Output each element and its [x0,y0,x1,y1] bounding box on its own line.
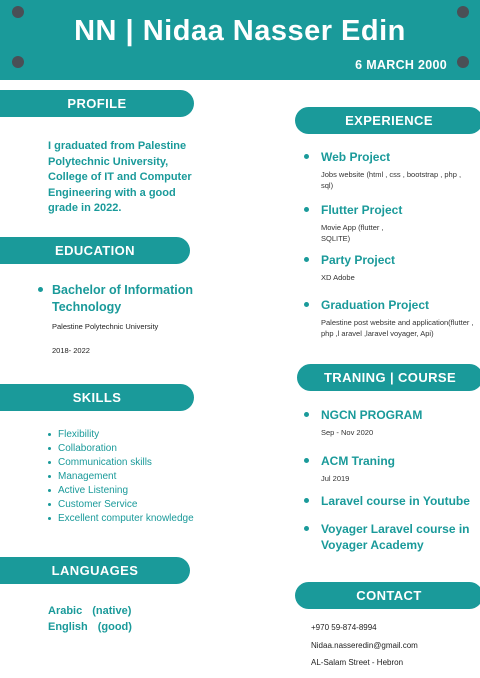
address: AL-Salam Street - Hebron [311,658,404,667]
bullet-icon [38,287,43,292]
birth-date: 6 MARCH 2000 [355,58,447,72]
language-level: (native) [92,605,132,617]
skill-item: Flexibility [48,428,218,442]
profile-heading: PROFILE [0,90,194,117]
bullet-icon [304,498,309,503]
skill-item: Excellent computer knowledge [48,512,218,526]
degree-label: Bachelor of Information Technology [52,283,193,314]
experience-title: Party Project [321,253,396,267]
language-name: English [48,621,88,633]
skills-list [48,428,218,526]
skill-item: Collaboration [48,442,218,456]
phone: +970 59-874-8994 [311,623,377,632]
language-level: (good) [97,621,132,633]
experience-item [304,202,474,244]
experience-item [304,297,474,339]
language-item [48,619,132,635]
language-name: Arabic [48,605,83,617]
school: Palestine Polytechnic University [52,322,159,331]
education-heading: EDUCATION [0,237,190,264]
contact-heading: CONTACT [295,582,480,609]
education-years: 2018- 2022 [52,346,90,355]
training-title: Voyager Laravel course in Voyager Academy [321,522,470,552]
experience-desc: Palestine post website and application(flutter , php ,l aravel ,laravel voyager, Api) [321,318,474,338]
education-entry [38,282,208,355]
bullet-icon [304,154,309,159]
degree [38,282,208,316]
training-heading: TRANING | COURSE [297,364,480,391]
profile-text: I graduated from Palestine Polytechnic University, College of IT and Computer Engineering with a good grade in 2022. [48,140,192,214]
languages-heading: LANGUAGES [0,557,190,584]
training-title: ACM Traning [321,454,395,468]
skill-item: Active Listening [48,484,218,498]
experience-desc: Jobs website (html , css , bootstrap , php , sql) [321,170,462,190]
skills-heading: SKILLS [0,384,194,411]
experience-title: Graduation Project [321,298,430,312]
language-item [48,603,132,619]
bullet-icon [304,207,309,212]
bullet-icon [304,458,309,463]
experience-title: Web Project [321,150,391,164]
full-name: NN | Nidaa Nasser Edin [74,15,406,47]
skill-item: Communication skills [48,456,218,470]
experience-title: Flutter Project [321,203,403,217]
email: Nidaa.nasseredin@gmail.com [311,640,418,650]
training-date: Jul 2019 [321,474,350,483]
pin-icon [12,56,24,68]
training-date: Sep - Nov 2020 [321,428,374,437]
contact-info [311,619,418,672]
training-title: NGCN PROGRAM [321,408,423,422]
training-item [304,407,474,439]
training-title: Laravel course in Youtube [321,494,470,508]
experience-item [304,149,474,191]
skill-item: Customer Service [48,498,218,512]
bullet-icon [304,257,309,262]
pin-icon [457,56,469,68]
experience-desc: XD Adobe [321,273,355,282]
bullet-icon [304,302,309,307]
experience-item [304,252,474,284]
experience-heading: EXPERIENCE [295,107,480,134]
skill-item: Management [48,470,218,484]
languages-list [48,603,132,635]
training-item [304,493,474,509]
training-item [304,521,474,553]
experience-desc: Movie App (flutter , SQLITE) [321,223,384,243]
training-item [304,453,474,485]
header-banner [0,0,480,80]
bullet-icon [304,526,309,531]
bullet-icon [304,412,309,417]
